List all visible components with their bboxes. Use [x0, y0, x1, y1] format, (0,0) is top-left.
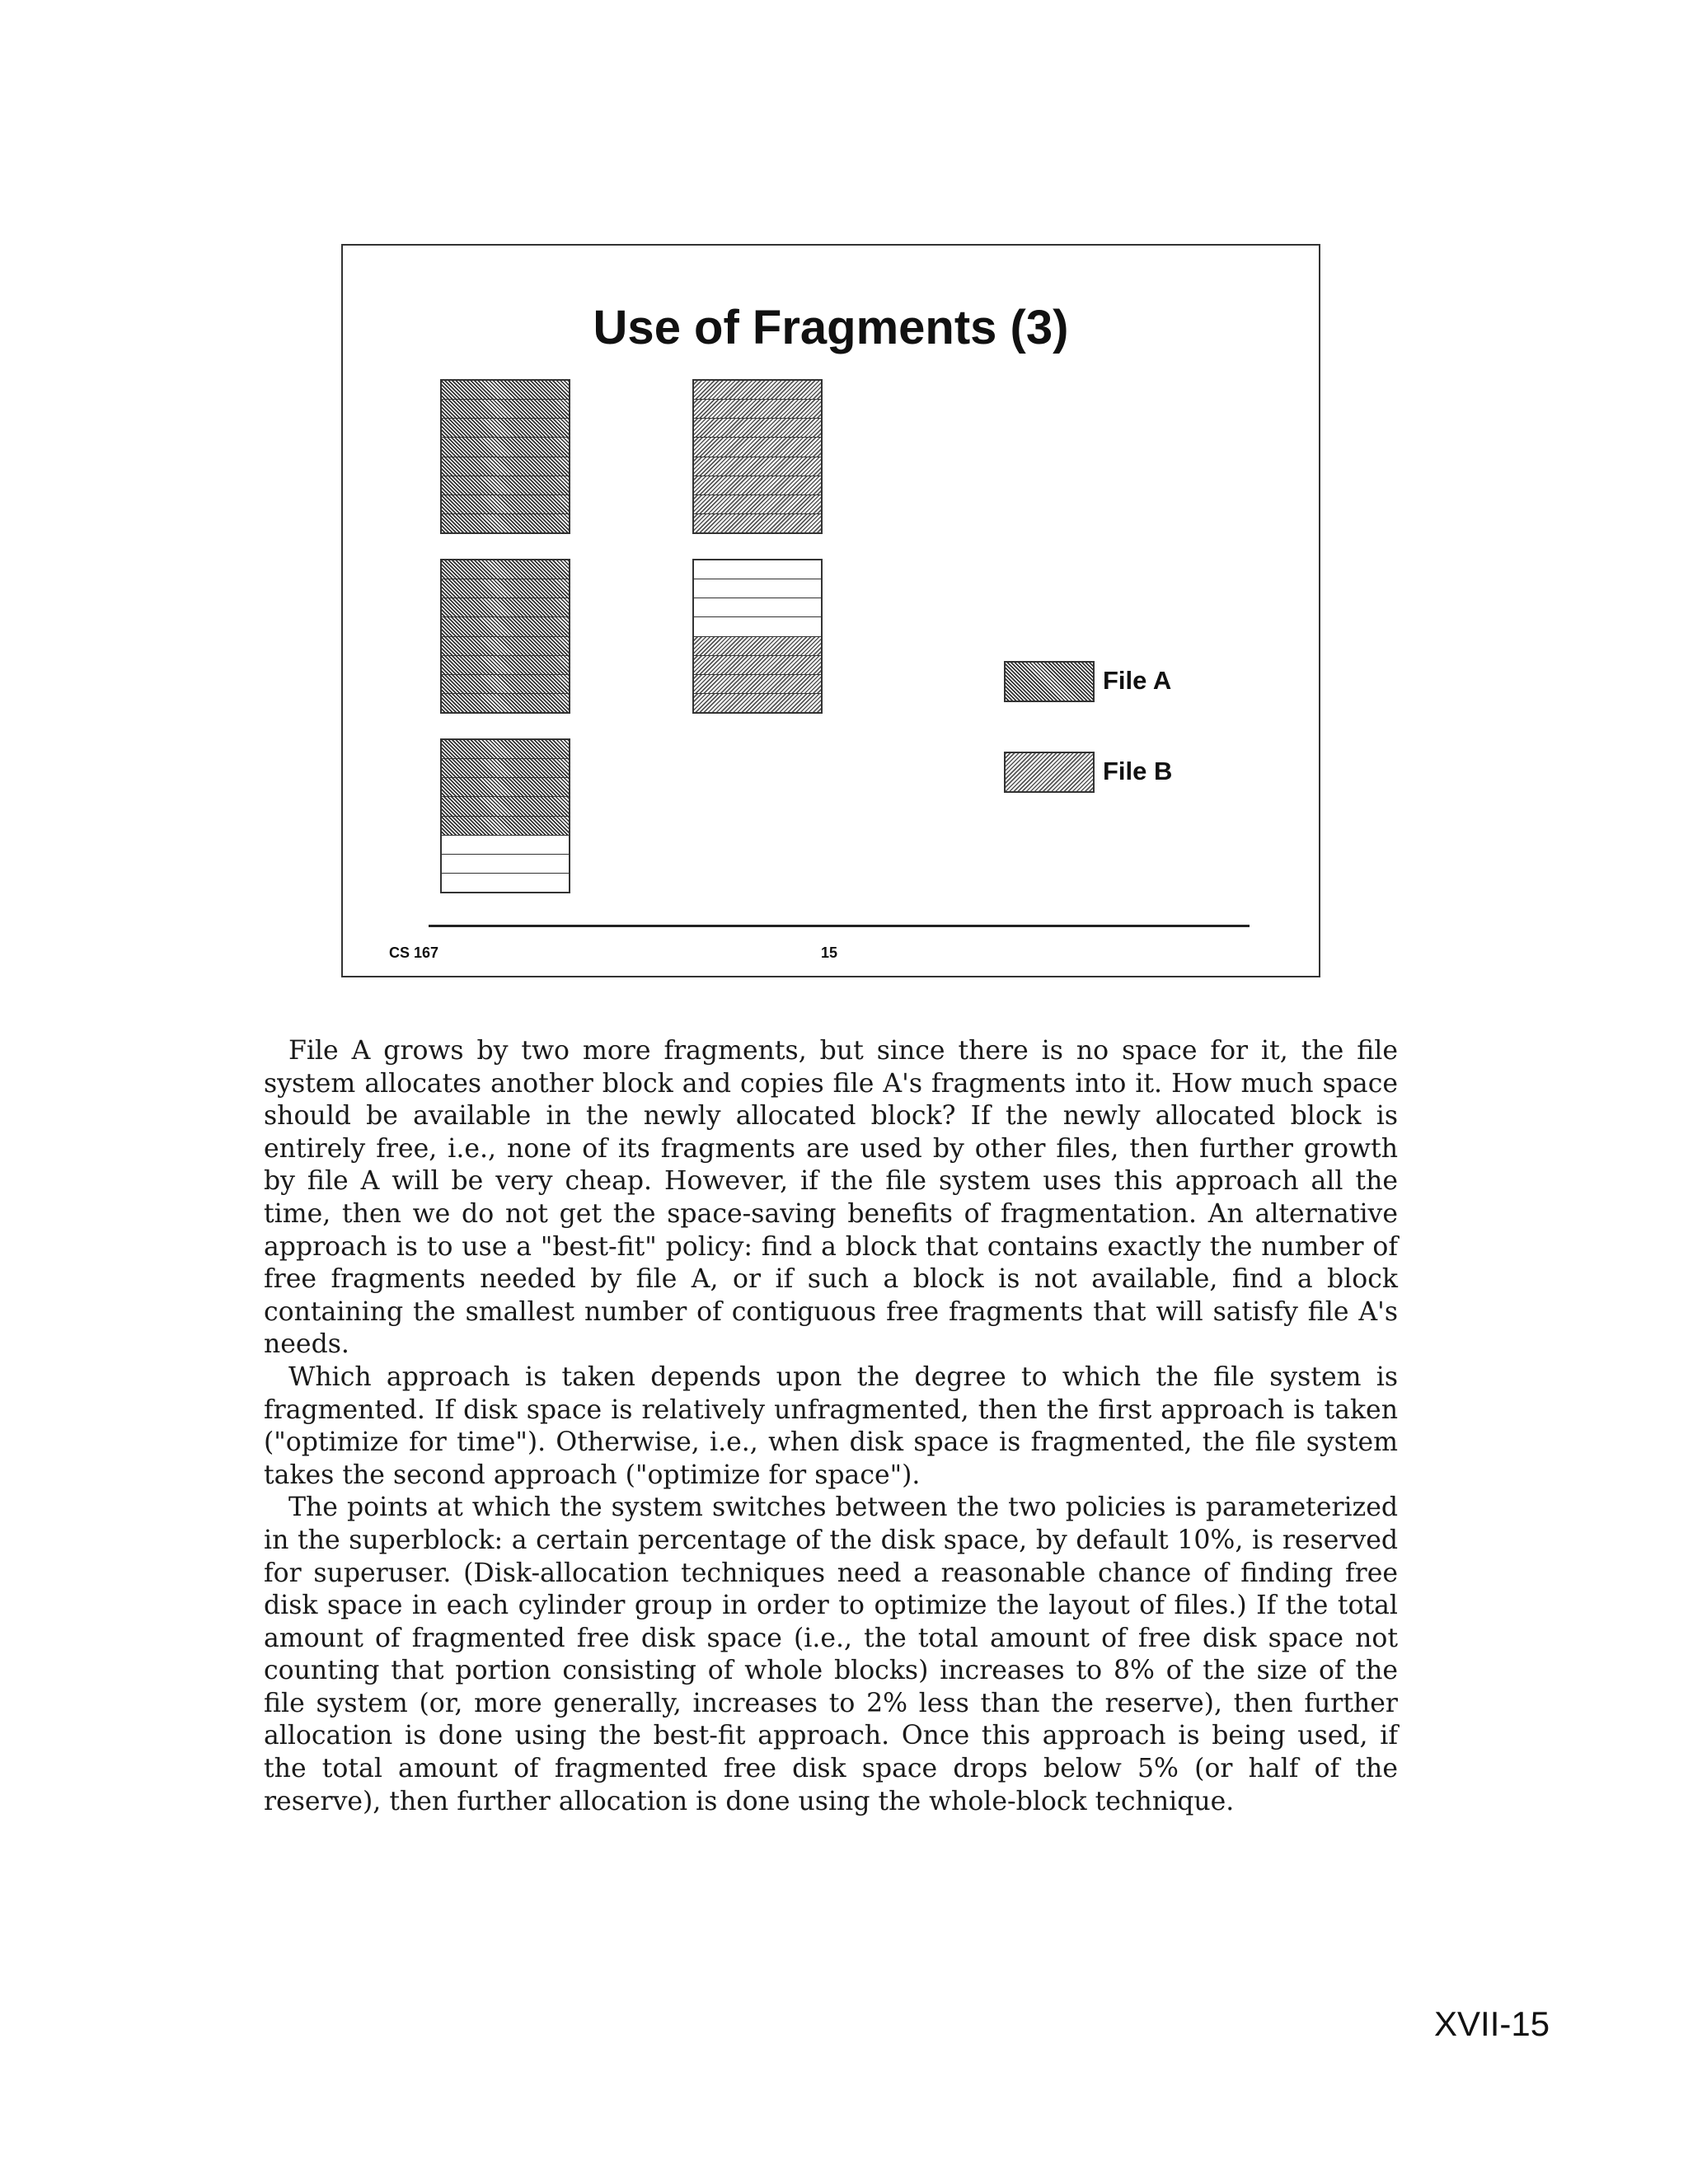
slide-footer-rule — [429, 925, 1250, 927]
paragraph: Which approach is taken depends upon the degree to which the file system is fragmented. If disk space is relatively unfragmented, then the first approach is taken ("optimize for time"). Otherwise, i.e., when disk space is fragmented, the file system takes the second approach ("optimize for space"). — [264, 1361, 1398, 1490]
fragment-free — [694, 560, 821, 579]
fragment-file-a — [442, 817, 569, 836]
fragment-file-b — [694, 419, 821, 438]
fragment-file-a — [442, 694, 569, 712]
fragment-file-a — [442, 797, 569, 816]
paragraph: File A grows by two more fragments, but since there is no space for it, the file system allocates another block and copies file A's fragments into it. How much space should be available in the newly allocated block? If the newly allocated block is entirely free, i.e., none of its fragments are used by other files, then further growth by file A will be very cheap. However, if the file system uses this approach all the time, then we do not get the space-saving benefits of fragmentation. An alternative approach is to use a "best-fit" policy: find a block that contains exactly the number of free fragments needed by file A, or if such a block is not available, find a block containing the smallest number of contiguous free fragments that will satisfy file A's needs. — [264, 1036, 1398, 1360]
legend-swatch-file-a — [1004, 661, 1095, 702]
fragment-file-b — [694, 381, 821, 400]
paragraph: The points at which the system switches between the two policies is parameterized in the superblock: a certain percentage of the disk space, by default 10%, is reserved for superuser. (Disk-allocation techniques need a reasonable chance of finding free disk space in each cylinder group in order to optimize the layout of files.) If the total amount of fragmented free disk space (i.e., the total amount of free disk space not counting that portion consisting of whole blocks) increases to 8% of the size of the file system (or, more generally, increases to 2% less than the reserve), then further allocation is done using the best-fit approach. Once this approach is being used, if the total amount of fragmented free disk space drops below 5% (or half of the reserve), then further allocation is done using the whole-block technique. — [264, 1493, 1398, 1816]
slide-page-number: 15 — [821, 944, 838, 961]
disk-block — [440, 379, 570, 534]
disk-block — [440, 559, 570, 714]
fragment-file-b — [694, 694, 821, 712]
fragment-file-a — [442, 740, 569, 759]
fragment-file-a — [442, 598, 569, 617]
fragment-file-a — [442, 457, 569, 476]
slide-frame — [341, 244, 1320, 977]
fragment-file-a — [442, 656, 569, 675]
fragment-file-a — [442, 778, 569, 797]
fragment-file-b — [694, 495, 821, 514]
disk-block — [692, 559, 823, 714]
fragment-file-a — [442, 400, 569, 419]
fragment-file-a — [442, 476, 569, 495]
fragment-file-b — [694, 637, 821, 656]
fragment-free — [694, 579, 821, 598]
body-text — [264, 1035, 1398, 1818]
fragment-free — [442, 836, 569, 855]
legend-swatch-file-b — [1004, 752, 1095, 793]
fragment-file-a — [442, 759, 569, 778]
fragment-file-a — [442, 419, 569, 438]
fragment-free — [442, 855, 569, 874]
fragment-free — [442, 874, 569, 892]
slide-course-label: CS 167 — [389, 944, 439, 961]
fragment-file-b — [694, 476, 821, 495]
fragment-file-a — [442, 381, 569, 400]
fragment-file-b — [694, 438, 821, 457]
legend-label-file-b: File B — [1103, 757, 1173, 785]
fragment-file-b — [694, 400, 821, 419]
fragment-file-a — [442, 514, 569, 532]
fragment-file-a — [442, 637, 569, 656]
fragment-file-b — [694, 514, 821, 532]
fragment-file-a — [442, 560, 569, 579]
fragment-file-a — [442, 617, 569, 636]
slide-title: Use of Fragments (3) — [593, 301, 1069, 354]
fragment-file-b — [694, 457, 821, 476]
fragment-file-a — [442, 675, 569, 694]
fragment-file-a — [442, 438, 569, 457]
disk-block — [440, 738, 570, 893]
fragment-file-b — [694, 675, 821, 694]
legend-label-file-a: File A — [1103, 666, 1172, 695]
fragment-file-b — [694, 656, 821, 675]
fragment-file-a — [442, 579, 569, 598]
disk-block — [692, 379, 823, 534]
fragment-file-a — [442, 495, 569, 514]
fragment-free — [694, 598, 821, 617]
fragment-free — [694, 617, 821, 636]
page-number: XVII-15 — [1434, 2004, 1550, 2043]
